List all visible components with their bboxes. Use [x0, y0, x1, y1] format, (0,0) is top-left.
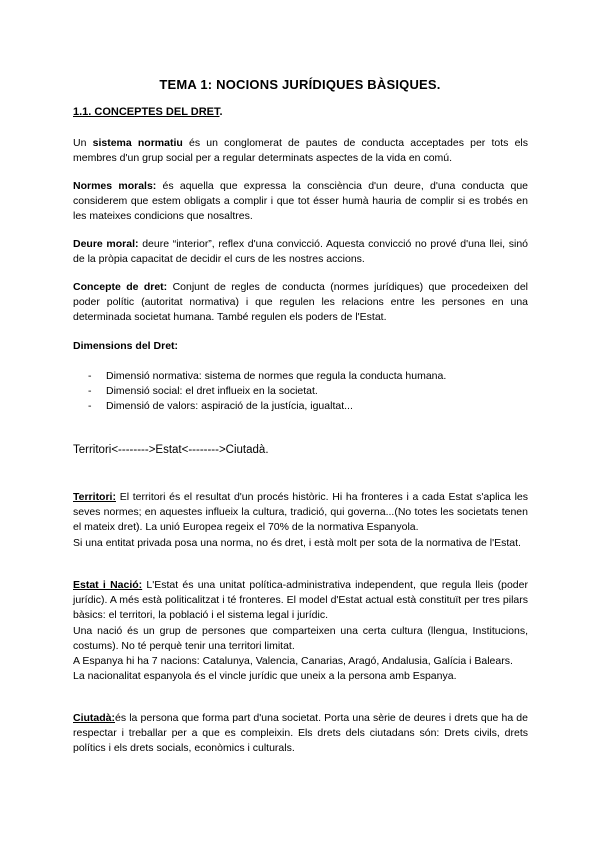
- term-estat-nacio: Estat i Nació:: [73, 579, 143, 591]
- term-territori: Territori:: [73, 491, 116, 503]
- dimensions-list: [88, 369, 528, 413]
- p1-text: és un conglomerat de pautes de conducta acceptades per tots els membres d'un grup social per a regular determinats aspectes de la vida en comú.: [73, 137, 528, 165]
- term-deure-moral: Deure moral:: [73, 238, 139, 250]
- ciutada-text: és la persona que forma part d'una societat. Porta una sèrie de deures i drets que ha de respectar i treballar per a que es compleixin. Els drets dels ciutadans són: Drets civils, drets polítics i els drets socials, econòmics i culturals.: [73, 712, 528, 755]
- list-dash: -: [88, 399, 92, 412]
- list-item-text: Dimensió de valors: aspiració de la justícia, igualtat...: [106, 399, 353, 412]
- estat-text4: La nacionalitat espanyola és el vincle jurídic que uneix a la persona amb Espanya.: [73, 670, 457, 683]
- list-item-text: Dimensió normativa: sistema de normes que regula la conducta humana.: [106, 370, 447, 382]
- section-heading-label: 1.1. CONCEPTES DEL DRET: [73, 106, 220, 118]
- territori-text2: Si una entitat privada posa una norma, no és dret, i està molt per sota de la normativa de l'Estat.: [73, 536, 521, 549]
- paragraph-territori: [73, 490, 528, 551]
- estat-text: L'Estat és una unitat política-administrativa independent, que regula lleis (poder jurídic). A més està politicalitzat i té fronteres. El model d'Estat actual està constituït per tres pilars bàsics: el territori, la població i el sistema legal i jurídic.: [73, 579, 528, 622]
- territori-estat-ciutada-flow: Territori<-------->Estat<-------->Ciutadà.: [73, 444, 269, 456]
- dimensions-label: Dimensions del Dret:: [73, 340, 179, 352]
- estat-text3: A Espanya hi ha 7 nacions: Catalunya, Valencia, Canarias, Aragó, Andalusia, Galícia i Balears.: [73, 655, 513, 668]
- territori-text: El territori és el resultat d'un procés històric. Hi ha fronteres i a cada Estat s'aplica les seves normes; en aquestes influeix la cultura, tradició, qui governa...(No totes les societats tenen el mateix dret). La unió Europea regeix el 70% de la normativa Espanyola.: [73, 491, 528, 534]
- p4-text: Conjunt de regles de conducta (normes jurídiques) que procedeixen del poder polític (autoritat normativa) i que regulen les relacions entre les persones en una determinada societat humana. També regulen els poders de l'Estat.: [73, 281, 528, 324]
- paragraph-normes-morals: [73, 179, 528, 225]
- section-heading: [73, 106, 223, 118]
- p1-pre: Un: [73, 137, 93, 149]
- list-item-text: Dimensió social: el dret influeix en la societat.: [106, 384, 318, 397]
- paragraph-estat-nacio: [73, 578, 528, 684]
- document-title: TEMA 1: NOCIONS JURÍDIQUES BÀSIQUES.: [159, 77, 441, 92]
- list-dash: -: [88, 370, 92, 382]
- term-ciutada: Ciutadà:: [73, 712, 115, 724]
- list-dash: -: [88, 384, 92, 397]
- term-concepte-dret: Concepte de dret:: [73, 281, 168, 293]
- paragraph-sistema-normatiu: [73, 136, 528, 166]
- term-sistema-normatiu: sistema normatiu: [92, 137, 183, 149]
- term-normes-morals: Normes morals:: [73, 180, 157, 192]
- list-item: [88, 384, 528, 399]
- paragraph-ciutada: [73, 711, 528, 757]
- estat-text2: Una nació és un grup de persones que comparteixen una certa cultura (llengua, Institucions, costums). No té perquè tenir una territori limitat.: [73, 624, 528, 652]
- section-heading-period: .: [219, 106, 223, 118]
- paragraph-concepte-dret: [73, 280, 528, 326]
- list-item: [88, 399, 528, 414]
- paragraph-deure-moral: [73, 237, 528, 267]
- list-item: [88, 369, 528, 384]
- p3-text: deure “interior”, reflex d'una convicció. Aquesta convicció no prové d'una llei, sinó de la pròpia capacitat de decidir el curs de les nostres accions.: [73, 238, 528, 266]
- p2-text: és aquella que expressa la consciència d'un deure, d'una conducta que considerem que estem obligats a complir i que tot ésser humà hauria de complir si es trobés en les mateixes condicions que nosaltres.: [73, 180, 529, 223]
